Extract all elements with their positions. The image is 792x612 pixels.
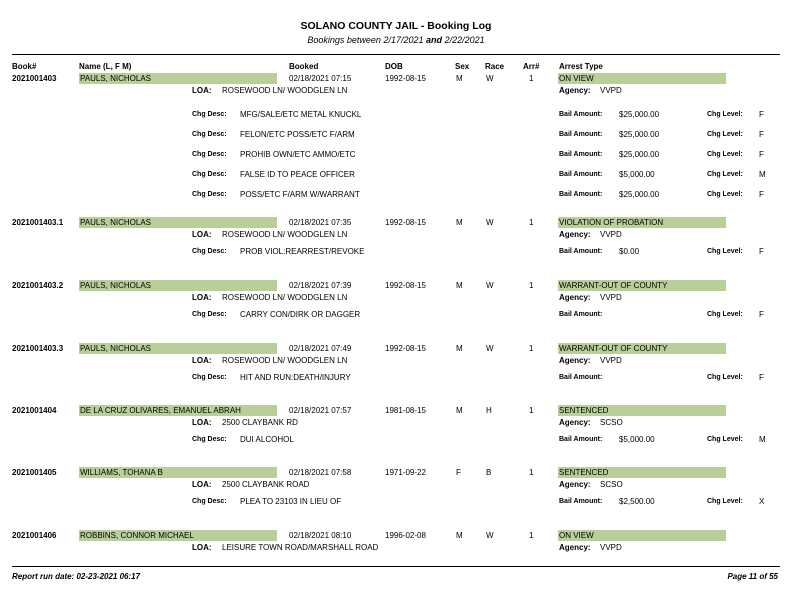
charge-level: F xyxy=(759,110,764,119)
booked-datetime: 02/18/2021 07:58 xyxy=(289,468,352,477)
bail-amount: $25,000.00 xyxy=(619,190,660,199)
charge-level: X xyxy=(759,497,765,506)
arrest-number: 1 xyxy=(529,468,534,477)
sex: F xyxy=(456,468,461,477)
date-of-birth: 1992-08-15 xyxy=(385,344,426,353)
charge-desc-label: Chg Desc: xyxy=(192,151,227,158)
bail-amount-label: Bail Amount: xyxy=(559,498,603,505)
charge-desc-label: Chg Desc: xyxy=(192,311,227,318)
charge-desc-label: Chg Desc: xyxy=(192,436,227,443)
agency-label: Agency: xyxy=(559,480,591,489)
charge-desc-label: Chg Desc: xyxy=(192,191,227,198)
subtitle-end-date: 2/22/2021 xyxy=(444,35,485,45)
charge-desc-label: Chg Desc: xyxy=(192,498,227,505)
arrest-type: ON VIEW xyxy=(558,73,726,84)
loa-label: LOA: xyxy=(192,86,212,95)
arrest-type: WARRANT-OUT OF COUNTY xyxy=(558,343,726,354)
loa-value: ROSEWOOD LN/ WOODGLEN LN xyxy=(222,86,348,95)
booking-number: 2021001406 xyxy=(12,531,57,540)
charge-description: FELON/ETC POSS/ETC F/ARM xyxy=(240,130,355,139)
bail-amount-label: Bail Amount: xyxy=(559,151,603,158)
charge-desc-label: Chg Desc: xyxy=(192,248,227,255)
agency-value: SCSO xyxy=(600,480,623,489)
arrest-number: 1 xyxy=(529,531,534,540)
race: H xyxy=(486,406,492,415)
bail-amount-label: Bail Amount: xyxy=(559,311,603,318)
bail-amount: $0.00 xyxy=(619,247,640,256)
bail-amount: $5,000.00 xyxy=(619,435,655,444)
charge-level-label: Chg Level: xyxy=(707,374,743,381)
charge-level: F xyxy=(759,310,764,319)
inmate-name: PAULS, NICHOLAS xyxy=(79,73,277,84)
arrest-type: VIOLATION OF PROBATION xyxy=(558,217,726,228)
agency-label: Agency: xyxy=(559,230,591,239)
arrest-number: 1 xyxy=(529,344,534,353)
inmate-name: WILLIAMS, TOHANA B xyxy=(79,467,277,478)
charge-description: MFG/SALE/ETC METAL KNUCKL xyxy=(240,110,362,119)
loa-label: LOA: xyxy=(192,543,212,552)
sex: M xyxy=(456,281,463,290)
column-header-name: Name (L, F M) xyxy=(79,62,132,71)
date-of-birth: 1996-02-08 xyxy=(385,531,426,540)
sex: M xyxy=(456,218,463,227)
date-of-birth: 1981-08-15 xyxy=(385,406,426,415)
booking-number: 2021001403.3 xyxy=(12,344,64,353)
agency-label: Agency: xyxy=(559,418,591,427)
agency-value: VVPD xyxy=(600,293,622,302)
loa-value: ROSEWOOD LN/ WOODGLEN LN xyxy=(222,293,348,302)
bail-amount: $2,500.00 xyxy=(619,497,655,506)
bail-amount-label: Bail Amount: xyxy=(559,374,603,381)
charge-level-label: Chg Level: xyxy=(707,131,743,138)
loa-value: LEISURE TOWN ROAD/MARSHALL ROAD xyxy=(222,543,379,552)
bail-amount: $25,000.00 xyxy=(619,110,660,119)
loa-label: LOA: xyxy=(192,418,212,427)
agency-value: VVPD xyxy=(600,356,622,365)
agency-label: Agency: xyxy=(559,356,591,365)
booking-number: 2021001403.2 xyxy=(12,281,64,290)
charge-desc-label: Chg Desc: xyxy=(192,131,227,138)
sex: M xyxy=(456,74,463,83)
race: W xyxy=(486,344,494,353)
report-title: SOLANO COUNTY JAIL - Booking Log xyxy=(300,20,492,32)
footer-rule xyxy=(12,566,780,567)
column-header-book: Book# xyxy=(12,62,37,71)
booking-record xyxy=(0,343,792,403)
arrest-type: ON VIEW xyxy=(558,530,726,541)
charge-level: F xyxy=(759,190,764,199)
booking-record xyxy=(0,467,792,527)
inmate-name: PAULS, NICHOLAS xyxy=(79,343,277,354)
charge-level: F xyxy=(759,373,764,382)
sex: M xyxy=(456,406,463,415)
bail-amount-label: Bail Amount: xyxy=(559,436,603,443)
booked-datetime: 02/18/2021 07:39 xyxy=(289,281,352,290)
date-of-birth: 1992-08-15 xyxy=(385,74,426,83)
sex: M xyxy=(456,344,463,353)
booked-datetime: 02/18/2021 07:35 xyxy=(289,218,352,227)
loa-label: LOA: xyxy=(192,230,212,239)
booked-datetime: 02/18/2021 07:15 xyxy=(289,74,352,83)
subtitle-and: and xyxy=(426,35,443,45)
charge-level-label: Chg Level: xyxy=(707,436,743,443)
column-header-arr: Arr# xyxy=(523,62,540,71)
agency-label: Agency: xyxy=(559,543,591,552)
inmate-name: ROBBINS, CONNOR MICHAEL xyxy=(79,530,277,541)
loa-value: ROSEWOOD LN/ WOODGLEN LN xyxy=(222,356,348,365)
charge-level: F xyxy=(759,130,764,139)
date-of-birth: 1992-08-15 xyxy=(385,281,426,290)
booking-record xyxy=(0,530,792,590)
charge-level: M xyxy=(759,435,766,444)
bail-amount: $25,000.00 xyxy=(619,150,660,159)
charge-description: CARRY CON/DIRK OR DAGGER xyxy=(240,310,361,319)
column-header-sex: Sex xyxy=(455,62,470,71)
booking-record xyxy=(0,280,792,340)
race: W xyxy=(486,281,494,290)
agency-value: VVPD xyxy=(600,230,622,239)
race: W xyxy=(486,218,494,227)
race: W xyxy=(486,531,494,540)
charge-level-label: Chg Level: xyxy=(707,151,743,158)
column-header-booked: Booked xyxy=(289,62,319,71)
agency-value: SCSO xyxy=(600,418,623,427)
booked-datetime: 02/18/2021 07:49 xyxy=(289,344,352,353)
charge-level-label: Chg Level: xyxy=(707,248,743,255)
charge-description: POSS/ETC F/ARM W/WARRANT xyxy=(240,190,360,199)
subtitle-prefix: Bookings between xyxy=(307,35,381,45)
booking-record xyxy=(0,405,792,465)
report-run-date: Report run date: 02-23-2021 06:17 xyxy=(12,572,141,581)
sex: M xyxy=(456,531,463,540)
report-subtitle xyxy=(0,35,792,45)
charge-description: PROB VIOL:REARREST/REVOKE xyxy=(240,247,365,256)
charge-description: HIT AND RUN:DEATH/INJURY xyxy=(240,373,351,382)
agency-label: Agency: xyxy=(559,86,591,95)
loa-label: LOA: xyxy=(192,480,212,489)
date-of-birth: 1992-08-15 xyxy=(385,218,426,227)
agency-label: Agency: xyxy=(559,293,591,302)
agency-value: VVPD xyxy=(600,543,622,552)
arrest-number: 1 xyxy=(529,218,534,227)
bail-amount-label: Bail Amount: xyxy=(559,171,603,178)
charge-level-label: Chg Level: xyxy=(707,498,743,505)
charge-level-label: Chg Level: xyxy=(707,111,743,118)
bail-amount: $25,000.00 xyxy=(619,130,660,139)
booking-number: 2021001405 xyxy=(12,468,57,477)
bail-amount-label: Bail Amount: xyxy=(559,131,603,138)
charge-desc-label: Chg Desc: xyxy=(192,171,227,178)
race: W xyxy=(486,74,494,83)
column-header-dob: DOB xyxy=(385,62,403,71)
booking-record xyxy=(0,217,792,277)
charge-desc-label: Chg Desc: xyxy=(192,111,227,118)
arrest-number: 1 xyxy=(529,281,534,290)
arrest-type: WARRANT-OUT OF COUNTY xyxy=(558,280,726,291)
inmate-name: DE LA CRUZ OLIVARES, EMANUEL ABRAH xyxy=(79,405,277,416)
charge-level-label: Chg Level: xyxy=(707,191,743,198)
header-rule xyxy=(12,54,780,55)
booking-number: 2021001403.1 xyxy=(12,218,64,227)
charge-level: F xyxy=(759,247,764,256)
arrest-type: SENTENCED xyxy=(558,405,726,416)
charge-level-label: Chg Level: xyxy=(707,311,743,318)
inmate-name: PAULS, NICHOLAS xyxy=(79,280,277,291)
charge-level: M xyxy=(759,170,766,179)
booking-number: 2021001403 xyxy=(12,74,57,83)
bail-amount-label: Bail Amount: xyxy=(559,111,603,118)
race: B xyxy=(486,468,492,477)
bail-amount: $5,000.00 xyxy=(619,170,655,179)
bail-amount-label: Bail Amount: xyxy=(559,191,603,198)
charge-desc-label: Chg Desc: xyxy=(192,374,227,381)
booked-datetime: 02/18/2021 07:57 xyxy=(289,406,352,415)
loa-value: 2500 CLAYBANK RD xyxy=(222,418,298,427)
inmate-name: PAULS, NICHOLAS xyxy=(79,217,277,228)
date-of-birth: 1971-09-22 xyxy=(385,468,426,477)
booking-number: 2021001404 xyxy=(12,406,57,415)
loa-value: ROSEWOOD LN/ WOODGLEN LN xyxy=(222,230,348,239)
charge-description: FALSE ID TO PEACE OFFICER xyxy=(240,170,355,179)
booking-record xyxy=(0,73,792,199)
arrest-type: SENTENCED xyxy=(558,467,726,478)
subtitle-start-date: 2/17/2021 xyxy=(383,35,424,45)
charge-level-label: Chg Level: xyxy=(707,171,743,178)
column-header-arrest-type: Arrest Type xyxy=(559,62,603,71)
loa-label: LOA: xyxy=(192,356,212,365)
charge-description: PLEA TO 23103 IN LIEU OF xyxy=(240,497,342,506)
charge-description: PROHIB OWN/ETC AMMO/ETC xyxy=(240,150,356,159)
booked-datetime: 02/18/2021 08:10 xyxy=(289,531,352,540)
bail-amount-label: Bail Amount: xyxy=(559,248,603,255)
agency-value: VVPD xyxy=(600,86,622,95)
charge-level: F xyxy=(759,150,764,159)
column-header-race: Race xyxy=(485,62,505,71)
loa-value: 2500 CLAYBANK ROAD xyxy=(222,480,310,489)
arrest-number: 1 xyxy=(529,406,534,415)
page-number: Page 11 of 55 xyxy=(727,572,778,581)
arrest-number: 1 xyxy=(529,74,534,83)
charge-description: DUI ALCOHOL xyxy=(240,435,294,444)
loa-label: LOA: xyxy=(192,293,212,302)
